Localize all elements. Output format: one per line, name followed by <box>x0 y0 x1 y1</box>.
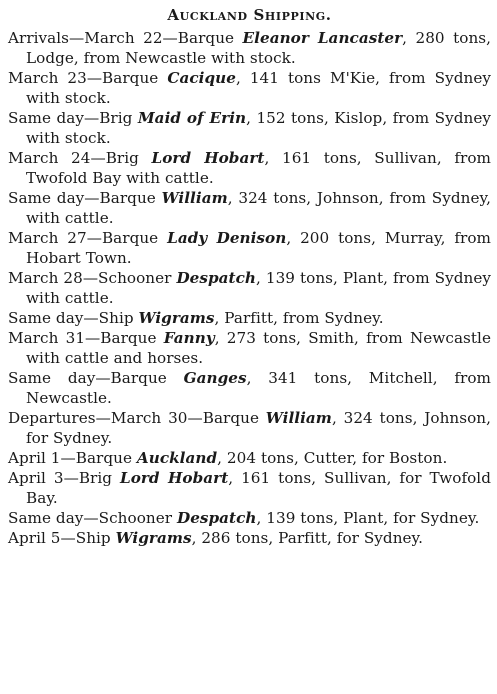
entry-suffix: , 273 tons, Smith, from Newcastle with cattle and horses. <box>26 329 491 367</box>
vessel-name: Ganges <box>183 369 247 387</box>
entry-prefix: Same day—Schooner <box>8 509 177 527</box>
vessel-name: Auckland <box>136 449 218 467</box>
shipping-entry <box>8 308 491 328</box>
vessel-name: William <box>161 189 228 207</box>
entry-suffix: , 324 tons, Johnson, for Sydney. <box>26 409 491 447</box>
entry-suffix: , 139 tons, Plant, from Sydney with cattle. <box>26 269 491 307</box>
entry-suffix: , 161 tons, Sullivan, from Twofold Bay with cattle. <box>26 149 491 187</box>
shipping-entry <box>8 508 491 528</box>
vessel-name: Cacique <box>167 69 236 87</box>
shipping-entry <box>8 408 491 448</box>
shipping-entry <box>8 448 491 468</box>
vessel-name: Despatch <box>176 509 257 527</box>
entry-prefix: Same day—Barque <box>8 369 184 387</box>
entry-prefix: Departures—March 30—Barque <box>8 409 266 427</box>
entry-prefix: March 24—Brig <box>8 149 152 167</box>
shipping-entry <box>8 368 491 408</box>
shipping-entry <box>8 468 491 508</box>
entry-prefix: April 1—Barque <box>8 449 137 467</box>
vessel-name: Despatch <box>176 269 257 287</box>
vessel-name: Maid of Erin <box>137 109 247 127</box>
entry-suffix: , 141 tons M'Kie, from Sydney with stock. <box>26 69 491 107</box>
entry-suffix: , 280 tons, Lodge, from Newcastle with stock. <box>26 29 491 67</box>
vessel-name: Eleanor Lancaster <box>242 29 403 47</box>
vessel-name: Wigrams <box>138 309 215 327</box>
entry-suffix: , Parfitt, from Sydney. <box>214 309 384 327</box>
entry-prefix: March 28—Schooner <box>8 269 177 287</box>
vessel-name: Fanny <box>163 329 215 347</box>
entry-prefix: Same day—Barque <box>8 189 162 207</box>
vessel-name: Lord Hobart <box>119 469 229 487</box>
shipping-entry <box>8 268 491 308</box>
shipping-entries-list <box>8 28 491 548</box>
entry-prefix: April 5—Ship <box>8 529 116 547</box>
shipping-entry <box>8 228 491 268</box>
entry-suffix: , 286 tons, Parfitt, for Sydney. <box>191 529 424 547</box>
entry-suffix: , 324 tons, Johnson, from Sydney, with cattle. <box>26 189 491 227</box>
shipping-entry <box>8 108 491 148</box>
shipping-entry <box>8 528 491 548</box>
entry-suffix: , 200 tons, Murray, from Hobart Town. <box>26 229 492 267</box>
entry-prefix: April 3—Brig <box>8 469 120 487</box>
entry-prefix: Same day—Ship <box>8 309 139 327</box>
document-title: Auckland Shipping. <box>167 6 332 24</box>
entry-prefix: Same day—Brig <box>8 109 138 127</box>
entry-suffix: , 341 tons, Mitchell, from Newcastle. <box>26 369 491 407</box>
entry-prefix: Arrivals—March 22—Barque <box>8 29 243 47</box>
vessel-name: Lord Hobart <box>151 149 265 167</box>
entry-suffix: , 139 tons, Plant, for Sydney. <box>256 509 480 527</box>
vessel-name: Wigrams <box>115 529 192 547</box>
entry-suffix: , 161 tons, Sullivan, for Twofold Bay. <box>26 469 491 507</box>
entry-prefix: March 31—Barque <box>8 329 164 347</box>
shipping-entry <box>8 148 491 188</box>
vessel-name: William <box>265 409 332 427</box>
entry-prefix: March 27—Barque <box>8 229 168 247</box>
vessel-name: Lady Denison <box>167 229 287 247</box>
shipping-entry <box>8 68 491 108</box>
shipping-entry <box>8 188 491 228</box>
entry-suffix: , 152 tons, Kislop, from Sydney with stock. <box>26 109 491 147</box>
shipping-entry <box>8 328 491 368</box>
entry-suffix: , 204 tons, Cutter, for Boston. <box>217 449 448 467</box>
entry-prefix: March 23—Barque <box>8 69 168 87</box>
shipping-entry <box>8 28 491 68</box>
